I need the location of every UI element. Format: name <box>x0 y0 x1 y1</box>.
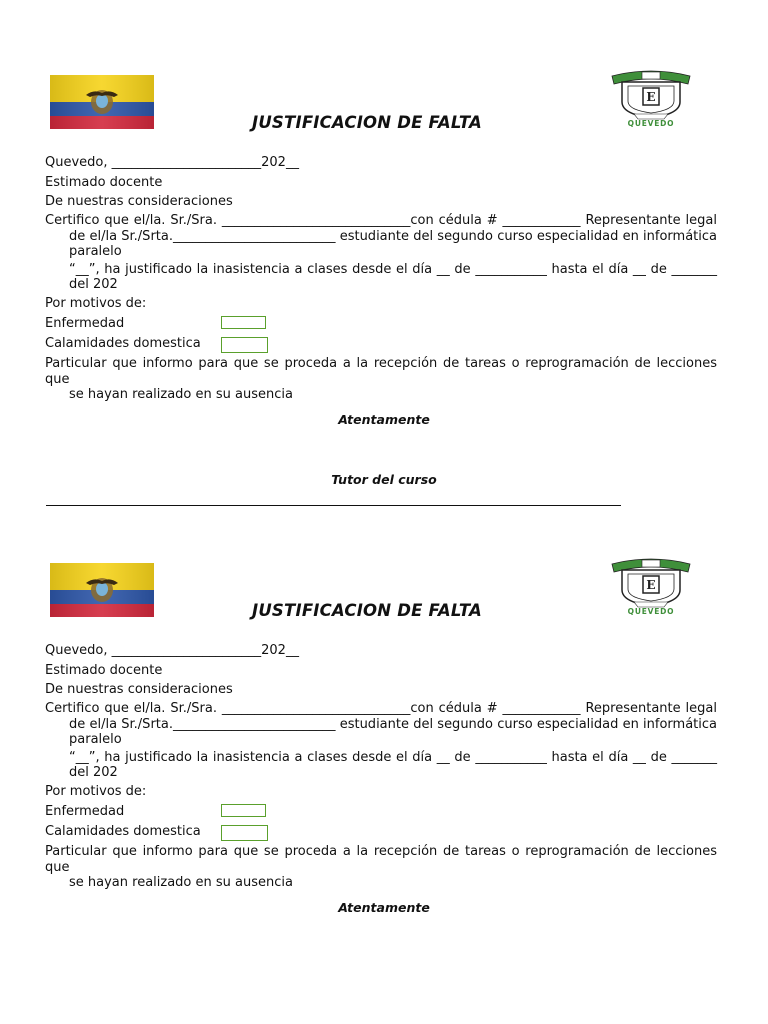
reasons-label: Por motivos de: <box>45 296 147 311</box>
greeting: Estimado docente <box>45 175 163 190</box>
svg-text:E: E <box>646 90 656 104</box>
particular-paragraph <box>45 844 717 891</box>
certify-line: paralelo <box>69 244 122 259</box>
reason-illness-label: Enfermedad <box>45 804 125 819</box>
justification-form-2 <box>0 488 768 988</box>
certify-line: “__”, ha justificado la inasistencia a clases desde el día __ de ___________ hasta el día __ de _______ <box>69 749 717 765</box>
certify-line: del 202 <box>69 765 118 780</box>
particular-paragraph <box>45 356 717 403</box>
illness-checkbox[interactable] <box>221 316 266 329</box>
certify-line: Certifico que el/la. Sr./Sra. _____________________________con cédula # ____________ Representante legal <box>45 213 717 228</box>
certify-paragraph <box>45 213 717 293</box>
reason-domestic-label: Calamidades domestica <box>45 336 201 351</box>
reasons-label: Por motivos de: <box>45 784 147 799</box>
page-title: JUSTIFICACION DE FALTA <box>252 601 482 620</box>
closing: Atentamente <box>338 412 430 427</box>
svg-text:E: E <box>646 578 656 592</box>
particular-line: Particular que informo para que se proceda a la recepción de tareas o reprogramación de lecciones que <box>45 356 717 387</box>
page-title: JUSTIFICACION DE FALTA <box>252 113 482 132</box>
logo-caption: QUEVEDO <box>627 119 675 128</box>
certify-line: Certifico que el/la. Sr./Sra. _____________________________con cédula # ____________ Representante legal <box>45 701 717 716</box>
certify-line: de el/la Sr./Srta._________________________ estudiante del segundo curso especialidad en informática <box>69 228 717 244</box>
certify-line: paralelo <box>69 732 122 747</box>
illness-checkbox[interactable] <box>221 804 266 817</box>
greeting: Estimado docente <box>45 663 163 678</box>
certify-line: del 202 <box>69 277 118 292</box>
certify-paragraph <box>45 701 717 781</box>
domestic-checkbox[interactable] <box>221 337 268 353</box>
closing: Atentamente <box>338 900 430 915</box>
reason-illness-label: Enfermedad <box>45 316 125 331</box>
considerations: De nuestras consideraciones <box>45 194 233 209</box>
particular-line: se hayan realizado en su ausencia <box>69 875 293 890</box>
particular-line: Particular que informo para que se proceda a la recepción de tareas o reprogramación de lecciones que <box>45 844 717 875</box>
considerations: De nuestras consideraciones <box>45 682 233 697</box>
date-line: Quevedo, _______________________202__ <box>45 643 299 658</box>
tutor-label: Tutor del curso <box>331 472 437 487</box>
domestic-checkbox[interactable] <box>221 825 268 841</box>
reason-domestic-label: Calamidades domestica <box>45 824 201 839</box>
logo-caption: QUEVEDO <box>627 607 675 616</box>
certify-line: de el/la Sr./Srta._________________________ estudiante del segundo curso especialidad en informática <box>69 716 717 732</box>
particular-line: se hayan realizado en su ausencia <box>69 387 293 402</box>
certify-line: “__”, ha justificado la inasistencia a clases desde el día __ de ___________ hasta el día __ de _______ <box>69 261 717 277</box>
date-line: Quevedo, _______________________202__ <box>45 155 299 170</box>
justification-form-1 <box>0 0 768 500</box>
